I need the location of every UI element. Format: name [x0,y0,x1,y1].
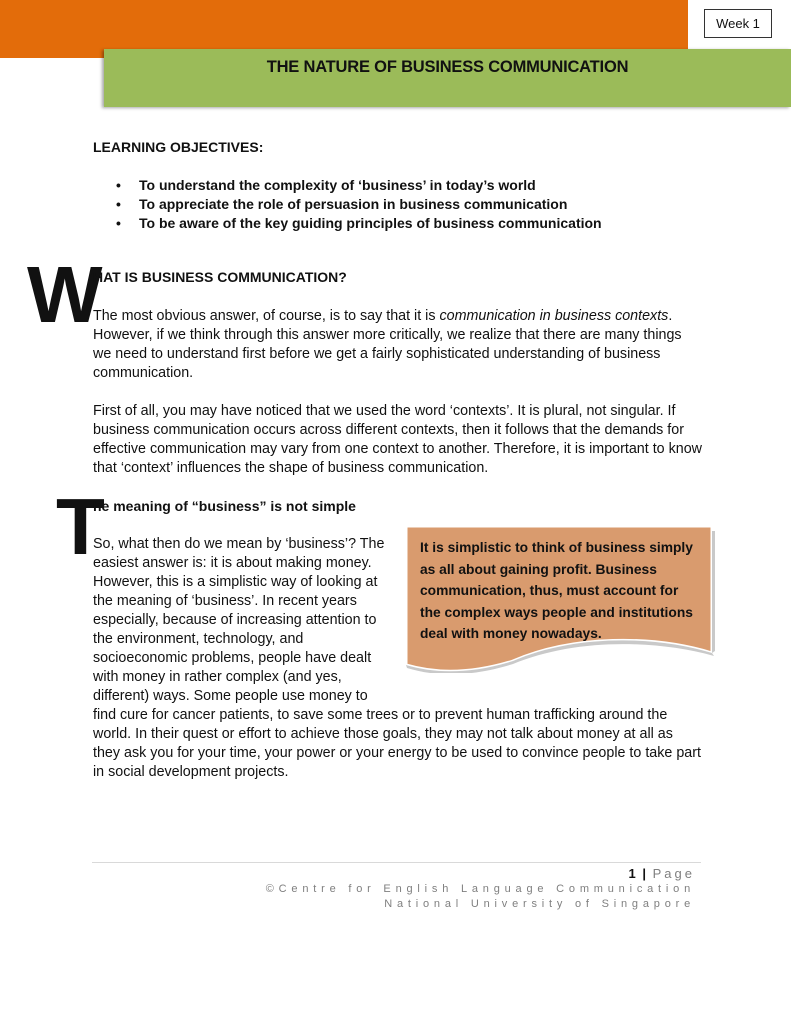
page-number-line [629,866,696,881]
paragraph-1-end: . However, if we think through this answer more critically, we realize that there are many things we need to understand first before we get a fairly sophisticated understanding of business communication. [93,308,682,381]
page-label: Page [652,866,695,881]
callout-text: It is simplistic to think of business simply as all about gaining profit. Business communication, thus, must account for the complex ways people and institutions deal with money nowadays. [420,540,693,641]
paragraph-1-italic: communication in business contexts [439,308,669,324]
page-number: 1 [628,866,638,881]
learning-objectives-heading: LEARNING OBJECTIVES: [93,139,264,155]
section-heading-meaning: he meaning of “business” is not simple [93,498,356,514]
dropcap-t: T [56,482,105,571]
paragraph-1-start: The most obvious answer, of course, is to say that it is [93,308,440,324]
paragraph-3-continued: find cure for cancer patients, to save some trees or to prevent human trafficking around the world. In their quest or effort to achieve those goals, they may not talk about money at all as they ask you for your time, your power or your energy to be used to convince people to take part in social development projects. [93,707,701,780]
page-separator: | [642,866,648,881]
week-label-box: Week 1 [704,9,772,38]
objective-item: • To understand the complexity of ‘business’ in today’s world [116,176,602,195]
learning-objectives-list [116,176,602,233]
footer-divider [92,862,701,863]
paragraph-3-wrapped: So, what then do we mean by ‘business’? The easiest answer is: it is about making money. However, this is a simplistic way of looking at the meaning of ‘business’. In recent years especially, because of increasing attention to the environment, technology, and socioeconomic problems, people have dealt with money in rather complex (and yes, different) ways. Some people use money to [93,536,385,704]
callout-box [403,523,715,673]
objective-item: • To be aware of the key guiding principles of business communication [116,214,602,233]
footer-credit-line1: ©Centre for English Language Communication [265,883,695,895]
footer-credit-line2: National University of Singapore [384,898,695,910]
dropcap-w: W [27,250,101,339]
document-title: THE NATURE OF BUSINESS COMMUNICATION [266,58,629,76]
section-heading-what-is: HAT IS BUSINESS COMMUNICATION? [93,269,347,285]
title-banner [104,49,791,107]
paragraph-2: First of all, you may have noticed that we used the word ‘contexts’. It is plural, not singular. If business communication occurs across different contexts, then it follows that the demands for effective communication may vary from one context to another. Therefore, it is important to know that ‘context’ influences the shape of business communication. [93,403,702,476]
paragraph-1 [93,307,703,383]
objective-item: • To appreciate the role of persuasion in business communication [116,195,602,214]
